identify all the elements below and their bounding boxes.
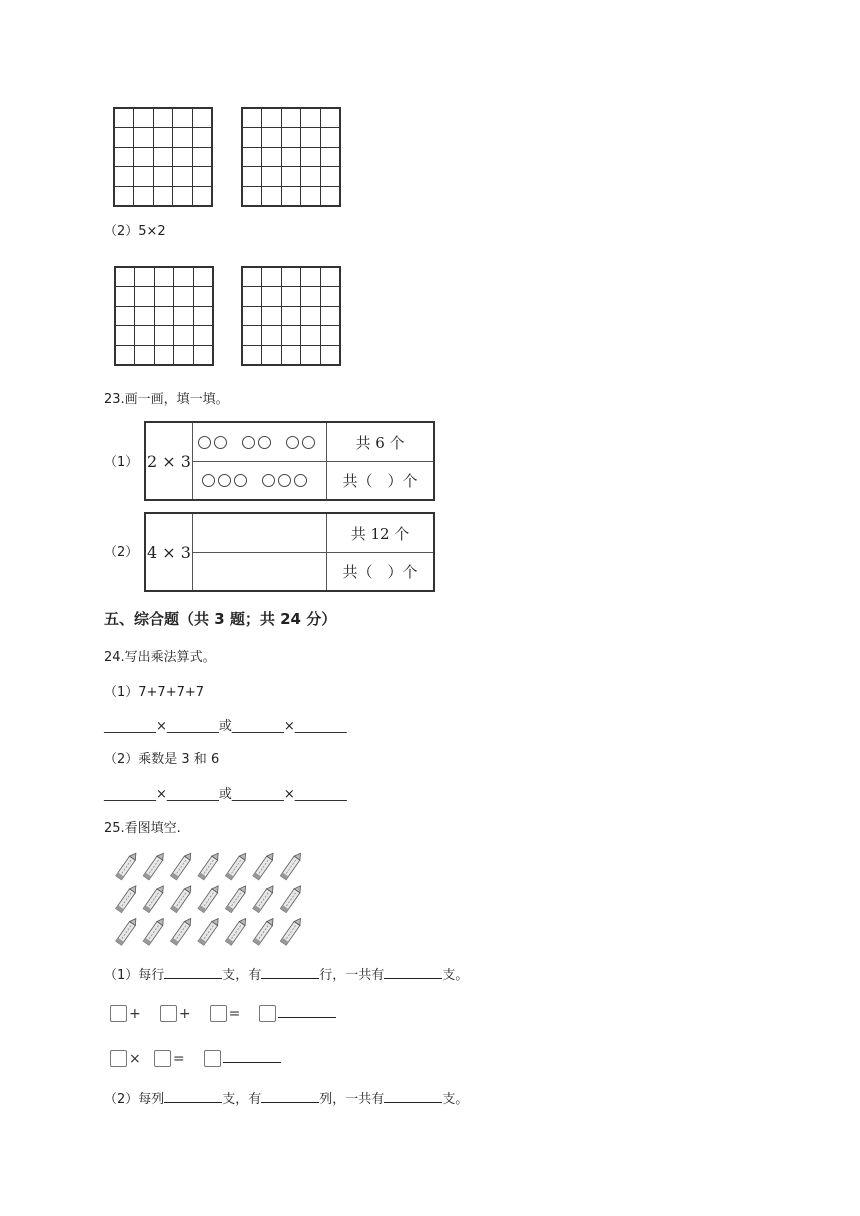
pencil-icon [116, 851, 139, 880]
pencil-icon [280, 884, 303, 913]
circle-icon [286, 436, 299, 449]
circle-icon [202, 474, 215, 487]
pencil-icon [171, 851, 194, 880]
q23-row1-label: （1） [104, 455, 139, 470]
q25-part1 [104, 966, 468, 984]
q23-table-1 [144, 421, 435, 501]
blank-line [261, 1090, 319, 1103]
plus-sign: + [178, 1005, 191, 1022]
text-segment: 行，一共有 [319, 968, 385, 983]
text-segment: 列，一共有 [319, 1092, 385, 1107]
q24-part2: （2）乘数是 3 和 6 [104, 752, 220, 767]
grid-table [114, 108, 212, 206]
pencil-icon [226, 884, 249, 913]
circle-icon [214, 436, 227, 449]
result-column [326, 514, 433, 590]
q23-table-2 [144, 512, 435, 592]
circle-icon [234, 474, 247, 487]
grid-table [242, 108, 340, 206]
q24-part1: （1）7+7+7+7 [104, 685, 205, 700]
text-segment: 支。 [442, 1092, 469, 1107]
blank-line [384, 1090, 442, 1103]
square-grid-1 [113, 107, 213, 207]
q22-part2-label: （2）5×2 [104, 224, 166, 239]
expression-cell: 4 × 3 [146, 514, 193, 590]
circle-icon [218, 474, 231, 487]
addition-equation [110, 1003, 336, 1022]
pencil-icon [198, 917, 221, 946]
blank-line [164, 1090, 222, 1103]
circle-icon [294, 474, 307, 487]
blank-line [164, 966, 222, 979]
q25-title: 25.看图填空. [104, 821, 181, 836]
pencil-icon [198, 851, 221, 880]
result-column [326, 423, 433, 499]
pencil-icon [253, 884, 276, 913]
pencil-icon [280, 851, 303, 880]
circle-icon [198, 436, 211, 449]
blank-line [278, 1005, 336, 1018]
q25-part2 [104, 1090, 468, 1108]
pencil-icon [171, 884, 194, 913]
answer-box[interactable] [259, 1005, 276, 1022]
total-text-bottom: 共（ ）个 [342, 562, 418, 581]
answer-box[interactable] [110, 1050, 127, 1067]
pencil-icon [116, 884, 139, 913]
section-heading: 五、综合题（共 3 题；共 24 分） [104, 610, 337, 628]
pencil-icon [143, 851, 166, 880]
multiplication-equation [110, 1048, 281, 1067]
blank-line [223, 1050, 281, 1063]
pencil-icon [143, 917, 166, 946]
answer-box[interactable] [110, 1005, 127, 1022]
pencil-icon [226, 851, 249, 880]
answer-box[interactable] [154, 1050, 171, 1067]
text-segment: 支。 [442, 968, 469, 983]
pencil-icon [280, 917, 303, 946]
q24-answer-line-2: ________×________或________×________ [104, 787, 347, 802]
answer-box[interactable] [204, 1050, 221, 1067]
pencil-icon [171, 917, 194, 946]
grid-table [115, 267, 213, 365]
total-text-top: 共 6 个 [355, 433, 405, 452]
grid-table [242, 267, 340, 365]
times-sign: × [129, 1050, 141, 1067]
pencil-icon [143, 884, 166, 913]
text-segment: （2）每列 [104, 1092, 165, 1107]
q24-answer-line-1: ________×________或________×________ [104, 719, 347, 734]
circle-group-top [198, 423, 318, 461]
text-segment: 支，有 [222, 968, 262, 983]
answer-box[interactable] [160, 1005, 177, 1022]
answer-box[interactable] [210, 1005, 227, 1022]
plus-sign: + [129, 1005, 141, 1022]
total-text-bottom: 共（ ）个 [342, 471, 418, 490]
q23-row2-label: （2） [104, 545, 139, 560]
pencil-icon [116, 917, 139, 946]
equals-sign: = [172, 1050, 185, 1067]
circle-group-bottom [202, 461, 310, 499]
square-grid-2 [241, 107, 341, 207]
blank-line [261, 966, 319, 979]
square-grid-3 [114, 266, 214, 366]
pencil-icon [253, 917, 276, 946]
circle-icon [262, 474, 275, 487]
expression-cell: 2 × 3 [146, 423, 193, 499]
blank-line [384, 966, 442, 979]
square-grid-4 [241, 266, 341, 366]
pencil-icon [253, 851, 276, 880]
text-segment: （1）每行 [104, 968, 165, 983]
pencil-picture [112, 850, 304, 948]
text-segment: 支，有 [222, 1092, 262, 1107]
circle-icon [258, 436, 271, 449]
total-text-top: 共 12 个 [350, 524, 410, 543]
pencil-icon [226, 917, 249, 946]
pencil-icon [198, 884, 221, 913]
q23-title: 23.画一画，填一填。 [104, 392, 229, 407]
equals-sign: = [228, 1005, 241, 1022]
circle-icon [278, 474, 291, 487]
circle-icon [242, 436, 255, 449]
q24-title: 24.写出乘法算式。 [104, 650, 216, 665]
circle-icon [302, 436, 315, 449]
